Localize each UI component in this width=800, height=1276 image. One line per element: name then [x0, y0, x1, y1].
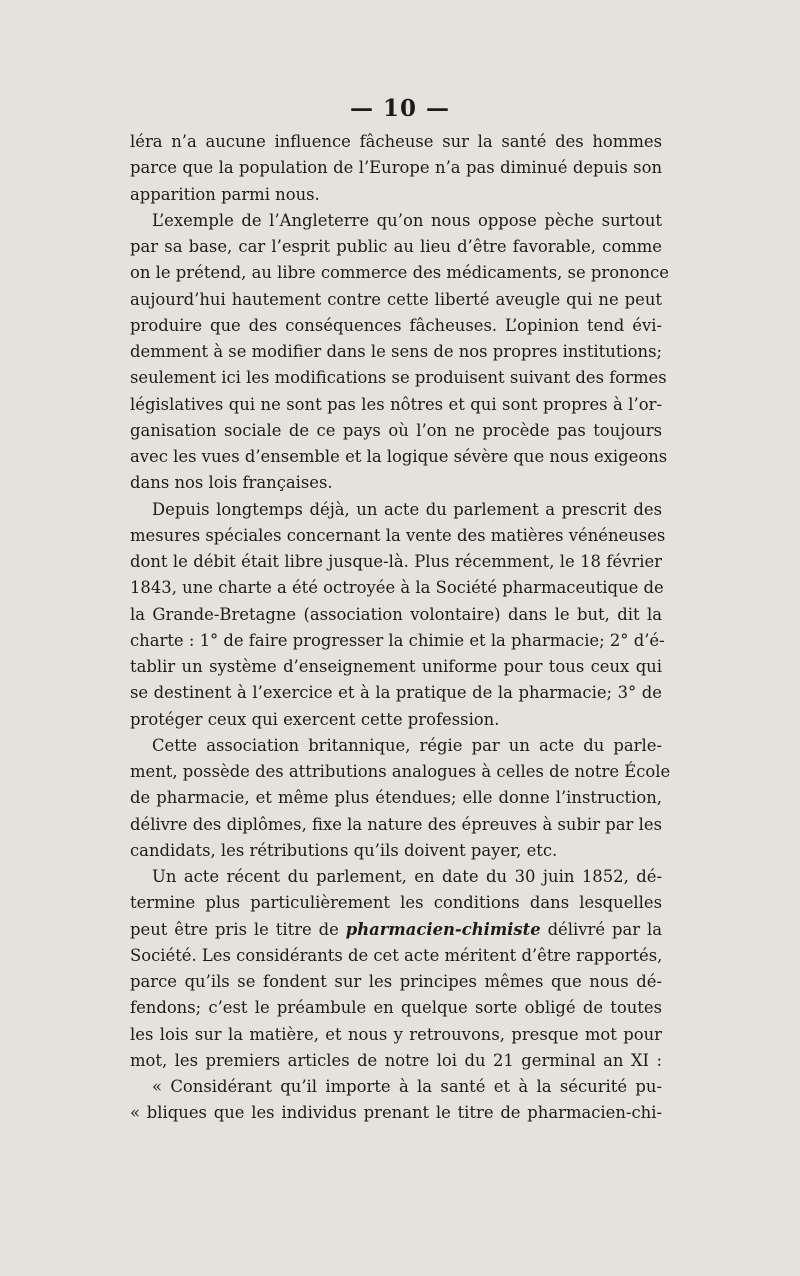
text-line: délivre des diplômes, fixe la nature des épreuves à subir par les: [130, 814, 662, 834]
text-line: Un acte récent du parlement, en date du 30 juin 1852, dé-: [152, 867, 662, 886]
page-number: — 10 —: [349, 95, 451, 122]
text-line: demment à se modifier dans le sens de nos propres institutions;: [130, 342, 662, 361]
text-line: 1843, une charte a été octroyée à la Société pharmaceutique de: [130, 578, 664, 598]
text-line: ganisation sociale de ce pays où l’on ne procède pas toujours: [130, 420, 662, 440]
text-line: législatives qui ne sont pas les nôtres et qui sont propres à l’or-: [130, 394, 662, 414]
text-line: ment, possède des attributions analogues à celles de notre École: [130, 762, 671, 781]
text-line: « Considérant qu’il importe à la santé et à la sécurité pu-: [152, 1077, 662, 1096]
text-line: termine plus particulièrement les conditions dans lesquelles: [130, 893, 662, 913]
text-line: Depuis longtemps déjà, un acte du parlement a prescrit des: [152, 499, 662, 519]
text-line: charte : 1° de faire progresser la chimie et la pharmacie; 2° d’é-: [130, 630, 665, 650]
text-line: fendons; c’est le préambule en quelque sorte obligé de toutes: [130, 998, 662, 1018]
text-line: candidats, les rétributions qu’ils doivent payer, etc.: [130, 840, 558, 860]
text-line: produire que des conséquences fâcheuses. L’opinion tend évi-: [130, 315, 662, 335]
text-line: mesures spéciales concernant la vente des matières vénéneuses: [130, 525, 666, 545]
text-line: on le prétend, au libre commerce des médicaments, se prononce: [130, 263, 669, 283]
text-line: dont le débit était libre jusque-là. Plus récemment, le 18 février: [130, 552, 662, 571]
italic-term: pharmacien-chimiste: [345, 919, 541, 939]
text-line: aujourd’hui hautement contre cette liberté aveugle qui ne peut: [130, 289, 662, 309]
text-line: se destinent à l’exercice et à la pratique de la pharmacie; 3° de: [130, 683, 662, 703]
text-line-with-italic: [130, 917, 662, 943]
text-line: par sa base, car l’esprit public au lieu d’être favorable, comme: [130, 237, 662, 256]
text-line: mot, les premiers articles de notre loi du 21 germinal an XI :: [130, 1050, 662, 1070]
text-line: léra n’a aucune influence fâcheuse sur la santé des hommes: [130, 132, 662, 151]
text-line: L’exemple de l’Angleterre qu’on nous oppose pèche surtout: [152, 210, 662, 230]
text-line: tablir un système d’enseignement uniforme pour tous ceux qui: [130, 657, 662, 676]
text-line: « bliques que les individus prenant le titre de pharmacien-chi-: [130, 1103, 662, 1123]
text-line: de pharmacie, et même plus étendues; elle donne l’instruction,: [130, 788, 662, 808]
text-segment: peut être pris le titre de: [130, 919, 346, 939]
text-line: Cette association britannique, régie par un acte du parle-: [152, 735, 662, 755]
text-line: Société. Les considérants de cet acte méritent d’être rapportés,: [130, 945, 663, 965]
text-line: apparition parmi nous.: [130, 184, 320, 204]
text-line: les lois sur la matière, et nous y retrouvons, presque mot pour: [130, 1024, 662, 1044]
text-line: la Grande-Bretagne (association volontaire) dans le but, dit la: [130, 604, 662, 624]
text-line: seulement ici les modifications se produisent suivant des formes: [130, 368, 667, 388]
text-line: protéger ceux qui exercent cette profession.: [130, 709, 500, 729]
text-line: parce que la population de l’Europe n’a pas diminué depuis son: [130, 158, 662, 178]
text-line: parce qu’ils se fondent sur les principes mêmes que nous dé-: [130, 972, 662, 991]
text-line: dans nos lois françaises.: [130, 473, 333, 493]
text-line: avec les vues d’ensemble et la logique sévère que nous exigeons: [130, 447, 668, 466]
text-segment: délivré par la: [540, 919, 662, 939]
body-text: [130, 129, 671, 1127]
